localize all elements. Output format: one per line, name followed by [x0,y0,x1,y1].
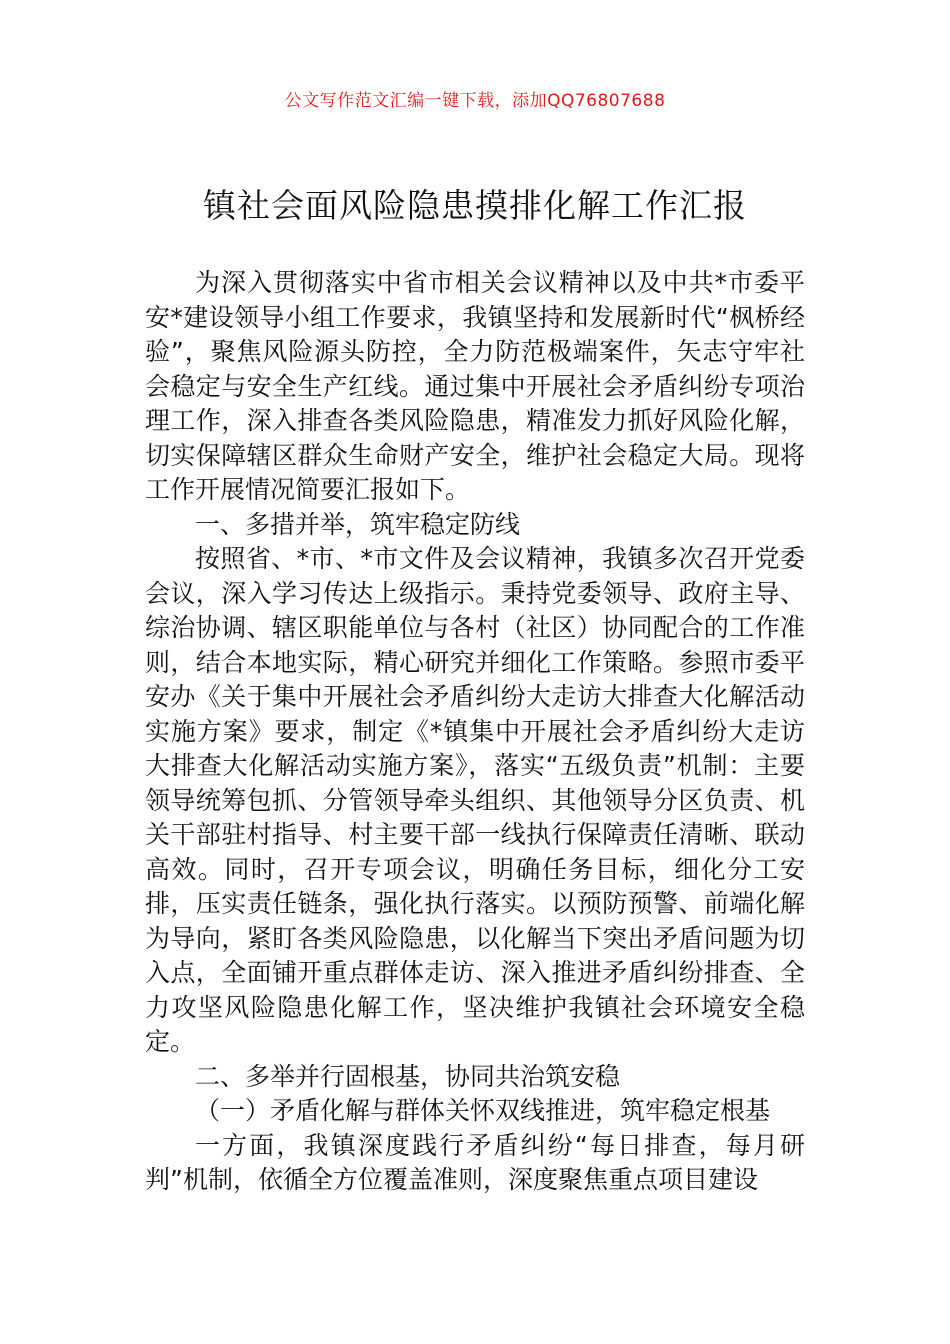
download-notice: 公文写作范文汇编一键下载，添加QQ76807688 [284,91,666,111]
subsection-1-paragraph: 一方面，我镇深度践行矛盾纠纷“每日排查，每月研判”机制，依循全方位覆盖准则，深度聚焦重点项目建设 [145,1130,805,1194]
intro-paragraph: 为深入贯彻落实中省市相关会议精神以及中共*市委平安*建设领导小组工作要求，我镇坚持和发展新时代“枫桥经验”，聚焦风险源头防控，全力防范极端案件，矢志守牢社会稳定与安全生产红线。通过集中开展社会矛盾纠纷专项治理工作，深入排查各类风险隐患，精准发力抓好风险化解，切实保障辖区群众生命财产安全，维护社会稳定大局。现将工作开展情况简要汇报如下。 [145,268,805,504]
page-title: 镇社会面风险隐患摸排化解工作汇报 [203,186,747,225]
section-heading-2: 二、多举并行固根基，协同共治筑安稳 [195,1061,621,1091]
document-body [145,266,805,1198]
section-heading-1: 一、多措并举，筑牢稳定防线 [195,509,521,539]
section-1-paragraph: 按照省、*市、*市文件及会议精神，我镇多次召开党委会议，深入学习传达上级指示。秉持党委领导、政府主导、综治协调、辖区职能单位与各村（社区）协同配合的工作准则，结合本地实际，精心研究并细化工作策略。参照市委平安办《关于集中开展社会矛盾纠纷大走访大排查大化解活动实施方案》要求，制定《*镇集中开展社会矛盾纠纷大走访大排查大化解活动实施方案》，落实“五级负责”机制：主要领导统筹包抓、分管领导牵头组织、其他领导分区负责、机关干部驻村指导、村主要干部一线执行保障责任清晰、联动高效。同时，召开专项会议，明确任务目标，细化分工安排，压实责任链条，强化执行落实。以预防预警、前端化解为导向，紧盯各类风险隐患，以化解当下突出矛盾问题为切入点，全面铺开重点群体走访、深入推进矛盾纠纷排查、全力攻坚风险隐患化解工作，坚决维护我镇社会环境安全稳定。 [145,544,805,1056]
subsection-heading-1: （一）矛盾化解与群体关怀双线推进，筑牢稳定根基 [195,1096,771,1125]
